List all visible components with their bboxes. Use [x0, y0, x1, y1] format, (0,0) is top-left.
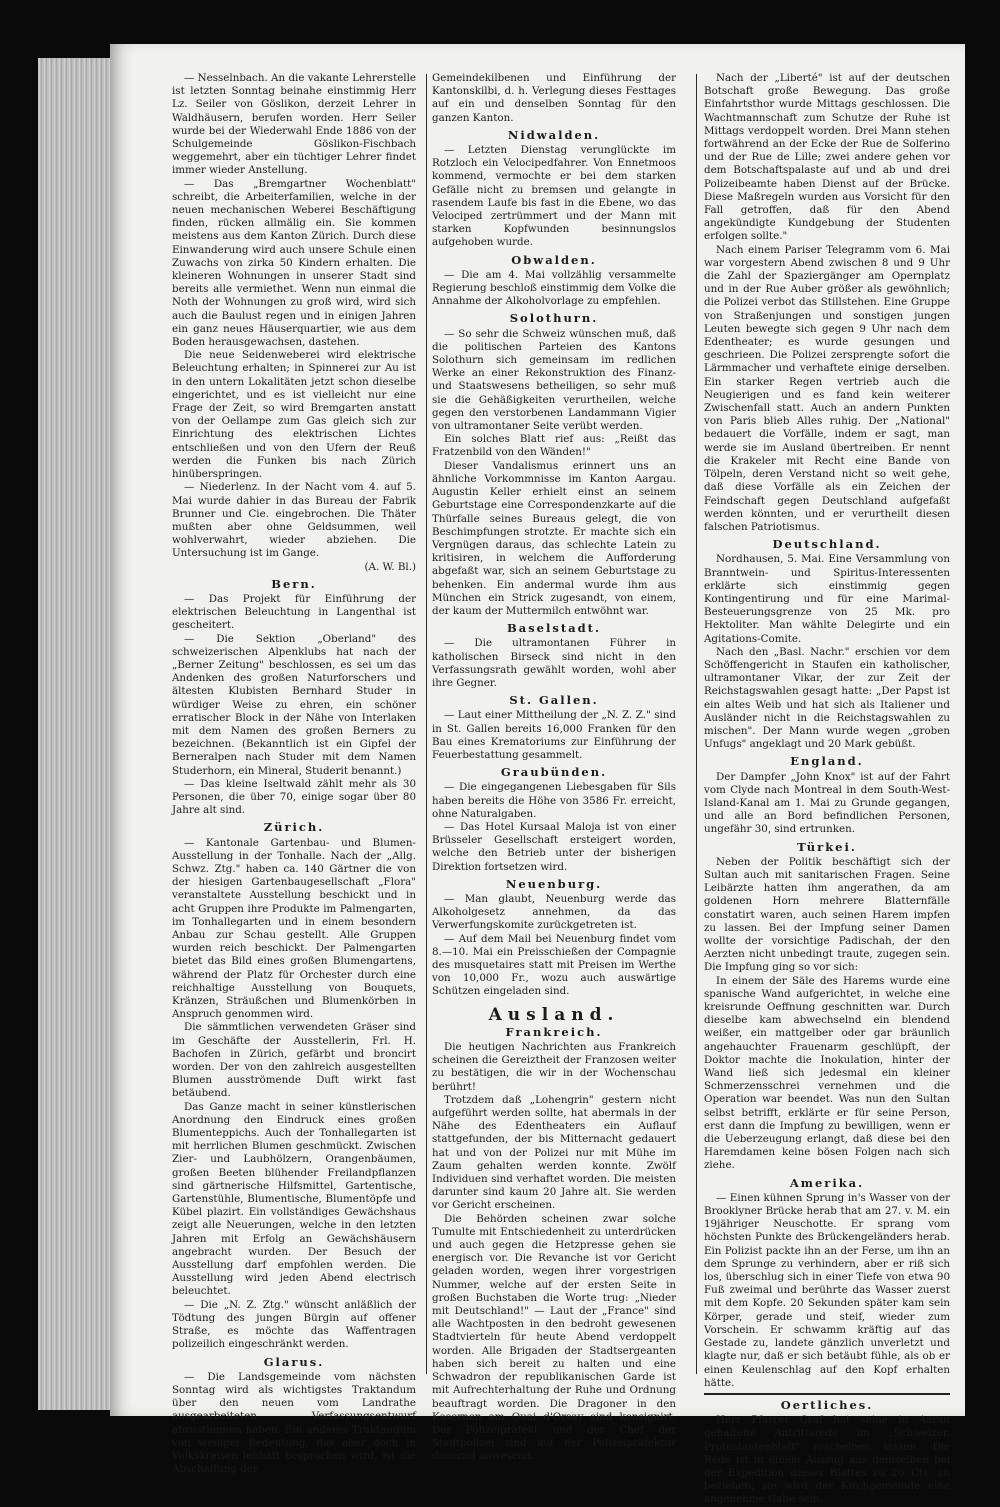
- article-staufen: Nach den „Basl. Nachr." erschien vor dem Schöffengericht in Staufen ein katholischer, ultramontaner Vikar, der zur Zeit der Reichstagswahlen gesagt hatte: „Der Papst ist ein altes Weib und hat sich als Italiener und Ausländer nicht in die Reichstagswahlen zu mischen". Der Mann wurde wegen „groben Unfugs" angeklagt und 20 Mark gebüßt.: [704, 645, 950, 751]
- section-divider: [704, 1393, 950, 1395]
- article-pariser-telegramm: Nach einem Pariser Telegramm vom 6. Mai war vorgestern Abend zwischen 8 und 9 Uhr die Zahl der Spaziergänger am Opernplatz und in der Rue Auber größer als gewöhnlich; die Polizei verbot das Stillstehen. Eine Gruppe von Straßenjungen und sonstigen jungen Leuten bewegte sich gegen 9 Uhr nach dem Edentheater; es wurde gesungen und geschrieen. Die Polizei zersprengte sofort die Lärmmacher und verhaftete einige derselben. Ein starker Regen vertrieb auch die Neugierigen und es fand kein weiterer Zwischenfall statt. Auch an andern Punkten von Paris blieb Alles ruhig. Der „National" bedauert die Vorfälle, indem er sagt, man werde sie im Ausland übertreiben. Er nennt die Krakeler mit Recht eine Bande von Tölpeln, deren Verstand nicht so weit gehe, daß diese Vorfälle als ein Zeichen der Feindschaft gegen Deutschland aufgefaßt werden könnten, und er verurtheilt diesen falschen Patriotismus.: [704, 243, 950, 533]
- article-maloja: — Das Hotel Kursaal Maloja ist von einer Brüsseler Gesellschaft ersteigert worden, welche den Betrieb unter der bisherigen Direktion fortsetzen wird.: [432, 820, 676, 873]
- section-heading-obwalden: Obwalden.: [511, 252, 597, 267]
- article-alkoholvorlage: — Die am 4. Mai vollzählig versammelte Regierung beschloß einstimmig dem Volke die Annahme der Alkoholvorlage zu empfehlen.: [432, 268, 676, 308]
- article-sils: — Die eingegangenen Liebesgaben für Sils haben bereits die Höhe von 3586 Fr. erreicht, ohne Naturalgaben.: [432, 781, 676, 820]
- article-velocipedfahrer: — Letzten Dienstag verunglückte im Rotzloch ein Velocipedfahrer. Von Ennetmoos kommend, vermochte er bei dem starken Gefälle nicht zu bremsen und gelangte in rasendem Laufe bis fast in die Ebene, wo das Velociped zertrümmert und der Mann mit starken Kopfwunden besinnungslos aufgehoben wurde.: [432, 144, 676, 249]
- section-heading-zuerich: Zürich.: [263, 820, 325, 835]
- column-2: [432, 72, 676, 1463]
- article-krematorium: — Laut einer Mittheilung der „N. Z. Z." sind in St. Gallen bereits 16,000 Franken für den Bau eines Krematoriums zur Einführung der Feuerbestattung gesammelt.: [432, 709, 676, 761]
- section-heading-ausland: Ausland.: [488, 1004, 620, 1025]
- section-heading-frankreich: Frankreich.: [505, 1024, 603, 1039]
- section-heading-solothurn: Solothurn.: [509, 311, 599, 326]
- article-graeser: Die sämmtlichen verwendeten Gräser sind im Geschäfte der Ausstellerin, Frl. H. Bachofen in Zürich, gefärbt und broncirt worden. Der von den zahlreich ausgestellten Blumen ausströmende Duft wirkt fast betäubend.: [172, 1021, 416, 1100]
- article-nesselnbach: — Nesselnbach. An die vakante Lehrerstelle ist letzten Sonntag beinahe einstimmig Herr Lz. Seiler von Göslikon, derzeit Lehrer in Waldhäusern, berufen worden. Herr Seiler wurde bei der Wiederwahl Ende 1886 von der Schulgemeinde Göslikon-Fischbach weggemehrt, aber ein tüchtiger Lehrer findet immer wieder Anstellung.: [172, 72, 416, 177]
- article-brooklyn-bridge: — Einen kühnen Sprung in's Wasser von der Brooklyner Brücke herab that am 27. v. M. ein 19jähriger Neuschotte. Er sprang vom höchsten Punkte des Brückengeländers herab. Ein Polizist packte ihn an der Ferse, um ihn an dem Sprunge zu verhindern, aber er riß sich los, überschlug sich in einer Tiefe von etwa 90 Fuß zweimal und berührte das Wasser zuerst mit dem Kopfe. 20 Sekunden später kam sein Körper, gerade und steif, wieder zum Vorschein. Er schwamm kräftig auf das Gestade zu, landete gänzlich unverletzt und klagte nur, daß er sich betäubt fühle, als ob er einen Keulenschlag auf den Kopf erhalten hätte.: [704, 1191, 950, 1389]
- section-heading-england: England.: [790, 754, 864, 769]
- column-rule-right: [696, 74, 697, 1374]
- article-alkoholgesetz: — Man glaubt, Neuenburg werde das Alkoholgesetz annehmen, da das Verwerfungskomite zurückgetreten ist.: [432, 892, 676, 932]
- article-gartenbau: — Kantonale Gartenbau- und Blumen-Ausstellung in der Tonhalle. Nach der „Allg. Schwz. Ztg." haben ca. 140 Gärtner die von der hiesigen Gartenbaugesellschaft „Flora" veranstaltete Ausstellung beschickt und in acht Gruppen ihre Produkte im Palmengarten, im Tonhallegarten und in einem besondern Anbau zur Schau gestellt. Alle Gruppen wurden reich beschickt. Der Palmengarten bietet das Bild eines großen Blumengartens, während der Platz für Orchester durch eine reichhaltige Ausstellung von Bouquets, Kränzen, Sträußchen und Blumenkörben in Anspruch genommen wird.: [172, 836, 416, 1021]
- article-niederlenz: — Niederlenz. In der Nacht vom 4. auf 5. Mai wurde dahier in das Bureau der Fabrik Brunner und Cie. eingebrochen. Die Thäter mußten aber ohne Geldsummen, weil wohlverwahrt, wieder abziehen. Die Untersuchung ist im Gange.: [172, 481, 416, 560]
- article-bremgartner-wochenblatt: — Das „Bremgartner Wochenblatt" schreibt, die Arbeiterfamilien, welche in der neuen mechanischen Weberei Beschäftigung finden, rücken allmälig ein. Sie kommen meistens aus dem Kanton Zürich. Durch diese Einwanderung wird auch unsere Schule einen Zuwachs von zirka 50 Kindern erhalten. Die kleineren Wohnungen in unserer Stadt sind bereits alle vermiethet. Wenn nun einmal die Noth der Wohnungen zu groß wird, wird sich auch die Baulust regen und in einigen Jahren ein ganz neues Häuserquartier, wie aus dem Boden herausgewachsen, dastehen.: [172, 177, 416, 349]
- article-sultan: Neben der Politik beschäftigt sich der Sultan auch mit sanitarischen Fragen. Seine Leibärzte hatten ihm angerathen, da am goldenen Horn mehrere Blatternfälle constatirt waren, auch seinen Harem impfen zu lassen. Bei der Impfung seiner Damen wollte der vorsichtige Padischah, der den Aerzten nicht unbedingt traute, zugegen sein. Die Impfung ging so vor sich:: [704, 855, 950, 974]
- article-birseck: — Die ultramontanen Führer in katholischen Birseck sind nicht in den Verfassungsrath gewählt worden, wohl aber ihre Gegner.: [432, 637, 676, 689]
- article-gereiztheit: Die heutigen Nachrichten aus Frankreich scheinen die Gereiztheit der Franzosen weiter zu bestätigen, die wir in der Wochenschau berührt!: [432, 1041, 676, 1093]
- article-lohengrin: Trotzdem daß „Lohengrin" gestern nicht aufgeführt werden sollte, hat abermals in der Nähe des Edentheaters ein Auflauf stattgefunden, der bis Mitternacht gedauert hat und von der Polizei nur mit Mühe im Zaum gehalten werden konnte. Zwölf Individuen sind verhaftet worden. Die meisten darunter sind kaum 20 Jahre alt. Sie werden vor Gericht erscheinen.: [432, 1093, 676, 1212]
- book-page-edges: [38, 58, 118, 1410]
- article-vandalismus: Dieser Vandalismus erinnert uns an ähnliche Vorkommnisse im Kanton Aargau. Augustin Keller erhielt einst an seinem Geburtstage eine Correspondenzkarte auf die Thürfalle seines Bureaus gelegt, die von Beschimpfungen strotzte. Er machte sich ein Vergnügen daraus, das schlechte Latein zu kritisiren, in welchem die Aufforderung abgefaßt war, sich an seinem Geburtstage zu behenken. Ein andermal wurde ihm aus München ein Strick zugesandt, von einem, der kaum der Muttermilch entwöhnt war.: [432, 459, 676, 617]
- article-kilbi-continued: Gemeindekilbenen und Einführung der Kantonskilbi, d. h. Verlegung dieses Festtages auf ein und denselben Sonntag für den ganzen Kanton.: [432, 72, 676, 124]
- article-blumenteppich: Das Ganze macht in seiner künstlerischen Anordnung den Eindruck eines großen Blumenteppichs. Auch der Tonhallegarten ist mit herrlichen Blumen geschmückt. Zwischen Zier- und Laubhölzern, Orangenbäumen, großen Beeten blühender Freilandpflanzen sind gärtnerische Hilfsmittel, Gartentische, Gartenstühle, Blumentische, Blumentöpfe und Kübel plazirt. Ein vollständiges Gewächshaus zeigt alle Neuerungen, welche in den letzten Jahren mit Erfolg an Gewächshäusern angebracht wurden. Der Besuch der Ausstellung darf empfohlen werden. Die Ausstellung wird jeden Abend electrisch beleuchtet.: [172, 1100, 416, 1298]
- article-nzz-waffen: — Die „N. Z. Ztg." wünscht anläßlich der Tödtung des jungen Bürgin auf offener Straße, es möchte das Waffentragen polizeilich eingeschränkt werden.: [172, 1298, 416, 1351]
- article-john-knox: Der Dampfer „John Knox" ist auf der Fahrt vom Clyde nach Montreal in dem South-West-Island-Kanal am 1. Mai zu Grunde gegangen, und alle an Bord befindlichen Personen, ungefähr 30, sind ertrunken.: [704, 770, 950, 836]
- article-langenthal: — Das Projekt für Einführung der elektrischen Beleuchtung in Langenthal ist gescheitert.: [172, 592, 416, 632]
- section-heading-nidwalden: Nidwalden.: [507, 127, 601, 142]
- article-tumulte: Die Behörden scheinen zwar solche Tumulte mit Entschiedenheit zu unterdrücken und auch gegen die Hetzpresse gehen sie energisch vor. Die Revanche ist vor Gericht geladen worden, wegen ihrer vorgestrigen Nummer, welche auf der ersten Seite in großen Buchstaben die Worte trug: „Nieder mit Deutschland!" — Laut der „France" sind alle Wachtposten in den bedroht gewesenen Stadtvierteln für heute Abend verdoppelt worden. Alle Brigaden der Stadtsergeanten haben sich bereit zu halten und eine Schwadron der republikanischen Garde ist mit Aufrechterhaltung der Ruhe und Ordnung beauftragt worden. Die Dragoner in den Kasernen am Quai d'Orsay sind konsignirt. Der Polizeipräfekt und der Chef der Stadtpolizei sind auf der Polizeipräfektur dauernd anwesend.: [432, 1212, 676, 1463]
- section-heading-deutschland: Deutschland.: [772, 537, 882, 552]
- article-pfarrer-graf: Herr Pfarrer Graf hat seine in Aarau gehaltene Antrittsrede im „Schweizer. Protestantenblatt" erscheinen lassen. Die Rede ist in einem Auszug aus demselben bei der Expedition dieses Blattes zu 20 Cts. zu beziehen; sie wird der Kirchgemeinde eine angenehme Gabe sein.: [704, 1414, 950, 1506]
- article-fratzenbild: Ein solches Blatt rief aus: „Reißt das Fratzenbild von den Wänden!": [432, 433, 676, 459]
- article-seidenweberei: Die neue Seidenweberei wird elektrische Beleuchtung erhalten; in Spinnerei zur Au ist in den untern Lokalitäten jetzt schon dieselbe eingerichtet, und es ist vielleicht nur eine Frage der Zeit, so wird Bremgarten anstatt von der Oellampe zum Gas gleich sich zur Einrichtung des elektrischen Lichtes entschließen und von den Ufern der Reuß werden die Funken bis nach Zürich hinüberspringen.: [172, 349, 416, 481]
- section-heading-bern: Bern.: [271, 576, 317, 591]
- section-heading-amerika: Amerika.: [789, 1175, 865, 1190]
- section-heading-graubuenden: Graubünden.: [500, 765, 608, 780]
- section-heading-glarus: Glarus.: [263, 1354, 325, 1369]
- column-1: [172, 72, 416, 1476]
- section-heading-baselstadt: Baselstadt.: [507, 621, 601, 636]
- column-3: [704, 72, 950, 1506]
- article-harem-impfung: In einem der Säle des Harems wurde eine spanische Wand aufgerichtet, in welche eine kreisrunde Oeffnung geschnitten war. Durch dieselbe kam abwechselnd ein blendend weißer, ein mattgelber oder gar bräunlich angehauchter Frauenarm geschlüpft, der Doktor machte die Inokulation, hinter der Wand ließ sich jedesmal ein kleiner Schmerzensschrei vernehmen und die Operation war beendet. Was nun den Sultan selbst betrifft, erklärte er für seine Person, erst dann die Impfung zu bewilligen, wenn er die Ueberzeugung erlangt, daß diese bei den Haremdamen keine bösen Folgen nach sich ziehe.: [704, 974, 950, 1172]
- section-heading-stgallen: St. Gallen.: [509, 693, 599, 708]
- article-landsgemeinde: — Die Landsgemeinde vom nächsten Sonntag wird als wichtigstes Traktandum über den neuen vom Landrathe ausgearbeiteten Verfassungsentwurf abzustimmen haben. Ein anderes Traktandum von weniger Bedeutung, das aber doch in Volkskreisen lebhaft besprochen wird, ist die Abschaffung der: [172, 1370, 416, 1476]
- article-solothurn: — So sehr die Schweiz wünschen muß, daß die politischen Parteien des Kantons Solothurn sich gemeinsam im redlichen Werke an einer Rekonstruktion des Finanz- und Staatswesens betheiligen, so sehr muß sie die Gehäßigkeiten verurtheilen, welche gegen den verstorbenen Landammann Vigier von ultramontaner Seite verübt werden.: [432, 327, 676, 433]
- article-liberte: Nach der „Liberté" ist auf der deutschen Botschaft große Bewegung. Das große Einfahrtsthor wurde Mittags geschlossen. Die Wachtmannschaft zum Schutze der Ruhe ist Mittags verdoppelt worden. Drei Mann stehen fortwährend an der Ecke der Rue de Solferino und der Rue de Lille; zwei andere gehen vor dem Botschaftspalaste auf und ab und drei Polizeibeamte haben Dienst auf der Brücke. Diese Maßregeln wurden aus Vorsicht für den Fall getroffen, daß für den Abend angekündigte Kundgebung der Studenten erfolgen sollte.": [704, 72, 950, 243]
- section-heading-tuerkei: Türkei.: [797, 839, 857, 854]
- article-nordhausen: Nordhausen, 5. Mai. Eine Versammlung von Branntwein- und Spiritus-Interessenten erklärte sich einstimmig gegen Kontingentirung und für eine Marimal-Besteuerungsgrenze von 25 Mk. pro Hektoliter. Man wählte Delegirte und ein Agitations-Comite.: [704, 553, 950, 645]
- newspaper-page: [110, 44, 965, 1506]
- article-iseltwald: — Das kleine Iseltwald zählt mehr als 30 Personen, die über 70, einige sogar über 80 Jahre alt sind.: [172, 777, 416, 817]
- section-heading-oertliches: Oertliches.: [780, 1397, 874, 1412]
- source-signature: (A. W. Bl.): [364, 560, 416, 573]
- column-rule-left: [426, 74, 427, 1374]
- article-alpenklub: — Die Sektion „Oberland" des schweizerischen Alpenklubs hat nach der „Berner Zeitung" beschlossen, es sei um das Andenken des großen Naturforschers und ältesten Klubisten Bernhard Studer in würdiger Weise zu ehren, ein schöner erratischer Block in der Nähe von Interlaken mit dem Namen des großen Berners zu bezeichnen. (Bekanntlich ist ein Gipfel der Berneralpen nach Studer mit dem Namen Studerhorn, ein Mineral, Studerit benannt.): [172, 632, 416, 777]
- article-preisschiessen: — Auf dem Mail bei Neuenburg findet vom 8.—10. Mai ein Preisschießen der Compagnie des musquetaires statt mit Preisen im Werthe von 10,000 Fr., wozu auch auswärtige Schützen eingeladen sind.: [432, 932, 676, 998]
- section-heading-neuenburg: Neuenburg.: [505, 876, 603, 891]
